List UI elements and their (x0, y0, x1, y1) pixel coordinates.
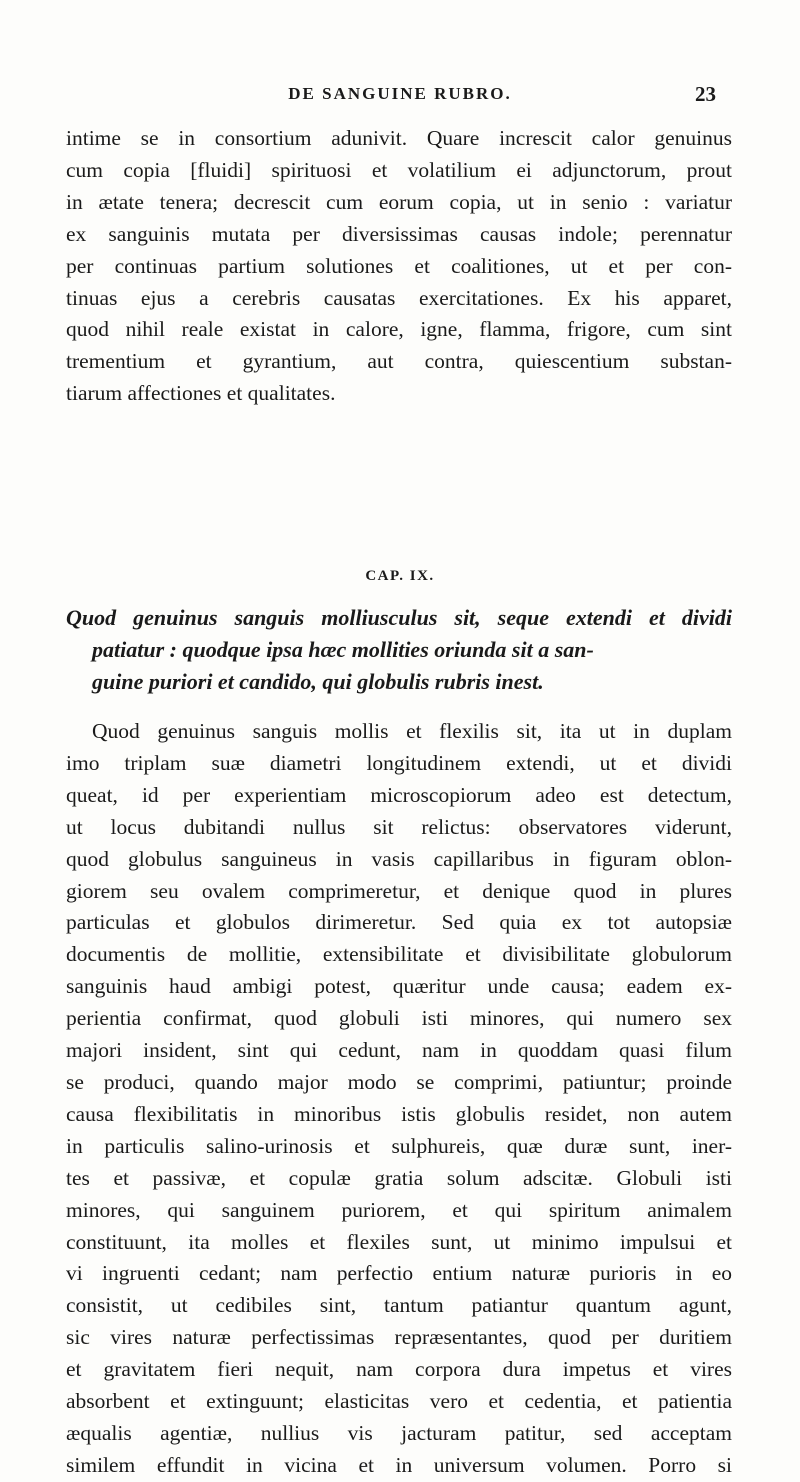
text-line: et gravitatem fieri nequit, nam corpora dura impetus et vires (66, 1357, 732, 1382)
text-line: tinuas ejus a cerebris causatas exercitationes. Ex his apparet, (66, 285, 732, 310)
text-line: tiarum affectiones et qualitates. (66, 381, 336, 406)
text-line: constituunt, ita molles et flexiles sunt, ut minimo impulsui et (66, 1229, 732, 1254)
text-line: intime se in consortium adunivit. Quare increscit calor genuinus (66, 126, 732, 150)
heading-line: patiatur : quodque ipsa hæc mollities oriunda sit a san- (92, 636, 594, 662)
text-line: quod nihil reale existat in calore, igne, flamma, frigore, cum sint (66, 317, 732, 342)
paragraph-continued (66, 123, 732, 410)
text-line: vi ingruenti cedant; nam perfectio entium naturæ purioris in eo (66, 1261, 732, 1286)
heading-line: guine puriori et candido, qui globulis rubris inest. (92, 668, 544, 694)
chapter-label: CAP. IX. (365, 568, 435, 584)
text-line: perientia confirmat, quod globuli isti minores, qui numero sex (66, 1006, 732, 1031)
text-line: Quod genuinus sanguis mollis et flexilis sit, ita ut in duplam (92, 719, 732, 743)
text-line: cum copia [fluidi] spirituosi et volatilium ei adjunctorum, prout (66, 157, 732, 182)
text-line: similem effundit in vicina et in universum volumen. Porro si (66, 1452, 732, 1477)
text-line: ex sanguinis mutata per diversissimas causas indole; perennatur (66, 221, 732, 246)
text-line: æqualis agentiæ, nullius vis jacturam patitur, sed acceptam (66, 1420, 732, 1445)
text-line: in particulis salino-urinosis et sulphureis, quæ duræ sunt, iner- (66, 1133, 732, 1158)
text-line: consistit, ut cedibiles sint, tantum patiantur quantum agunt, (66, 1293, 732, 1318)
text-line: se produci, quando major modo se comprimi, patiuntur; proinde (66, 1069, 732, 1094)
text-line: per continuas partium solutiones et coalitiones, ut et per con- (66, 253, 732, 278)
text-line: ut locus dubitandi nullus sit relictus: observatores viderunt, (66, 814, 732, 839)
text-line: quod globulus sanguineus in vasis capillaribus in figuram oblon- (66, 846, 732, 871)
page-number: 23 (695, 82, 716, 106)
text-line: giorem seu ovalem comprimeretur, et denique quod in plures (66, 878, 732, 903)
text-line: in ætate tenera; decrescit cum eorum copia, ut in senio : variatur (66, 189, 732, 214)
text-line: particulas et globulos dirimeretur. Sed quia ex tot autopsiæ (66, 910, 732, 935)
text-line: sic vires naturæ perfectissimas repræsentantes, quod per duritiem (66, 1325, 732, 1350)
text-line: absorbent et extinguunt; elasticitas vero et cedentia, et patientia (66, 1389, 732, 1414)
text-line: trementium et gyrantium, aut contra, quiescentium substan- (66, 349, 732, 374)
running-title: DE SANGUINE RUBRO. (288, 84, 512, 103)
heading-line: Quod genuinus sanguis molliusculus sit, seque extendi et dividi (66, 605, 732, 630)
text-line: majori insident, sint qui cedunt, nam in quoddam quasi filum (66, 1038, 732, 1063)
text-line: minores, qui sanguinem puriorem, et qui spiritum animalem (66, 1197, 732, 1222)
text-line: imo triplam suæ diametri longitudinem extendi, ut et dividi (66, 750, 732, 775)
chapter-heading (66, 602, 732, 697)
text-line: documentis de mollitie, extensibilitate et divisibilitate globulorum (66, 942, 732, 967)
text-line: causa flexibilitatis in minoribus istis globulis residet, non autem (66, 1101, 732, 1126)
text-line: sanguinis haud ambigi potest, quæritur unde causa; eadem ex- (66, 974, 732, 999)
text-line: queat, id per experientiam microscopiorum adeo est detectum, (66, 782, 732, 807)
text-line: tes et passivæ, et copulæ gratia solum adscitæ. Globuli isti (66, 1165, 732, 1190)
running-header (0, 84, 800, 114)
paragraph-main (66, 716, 732, 1482)
